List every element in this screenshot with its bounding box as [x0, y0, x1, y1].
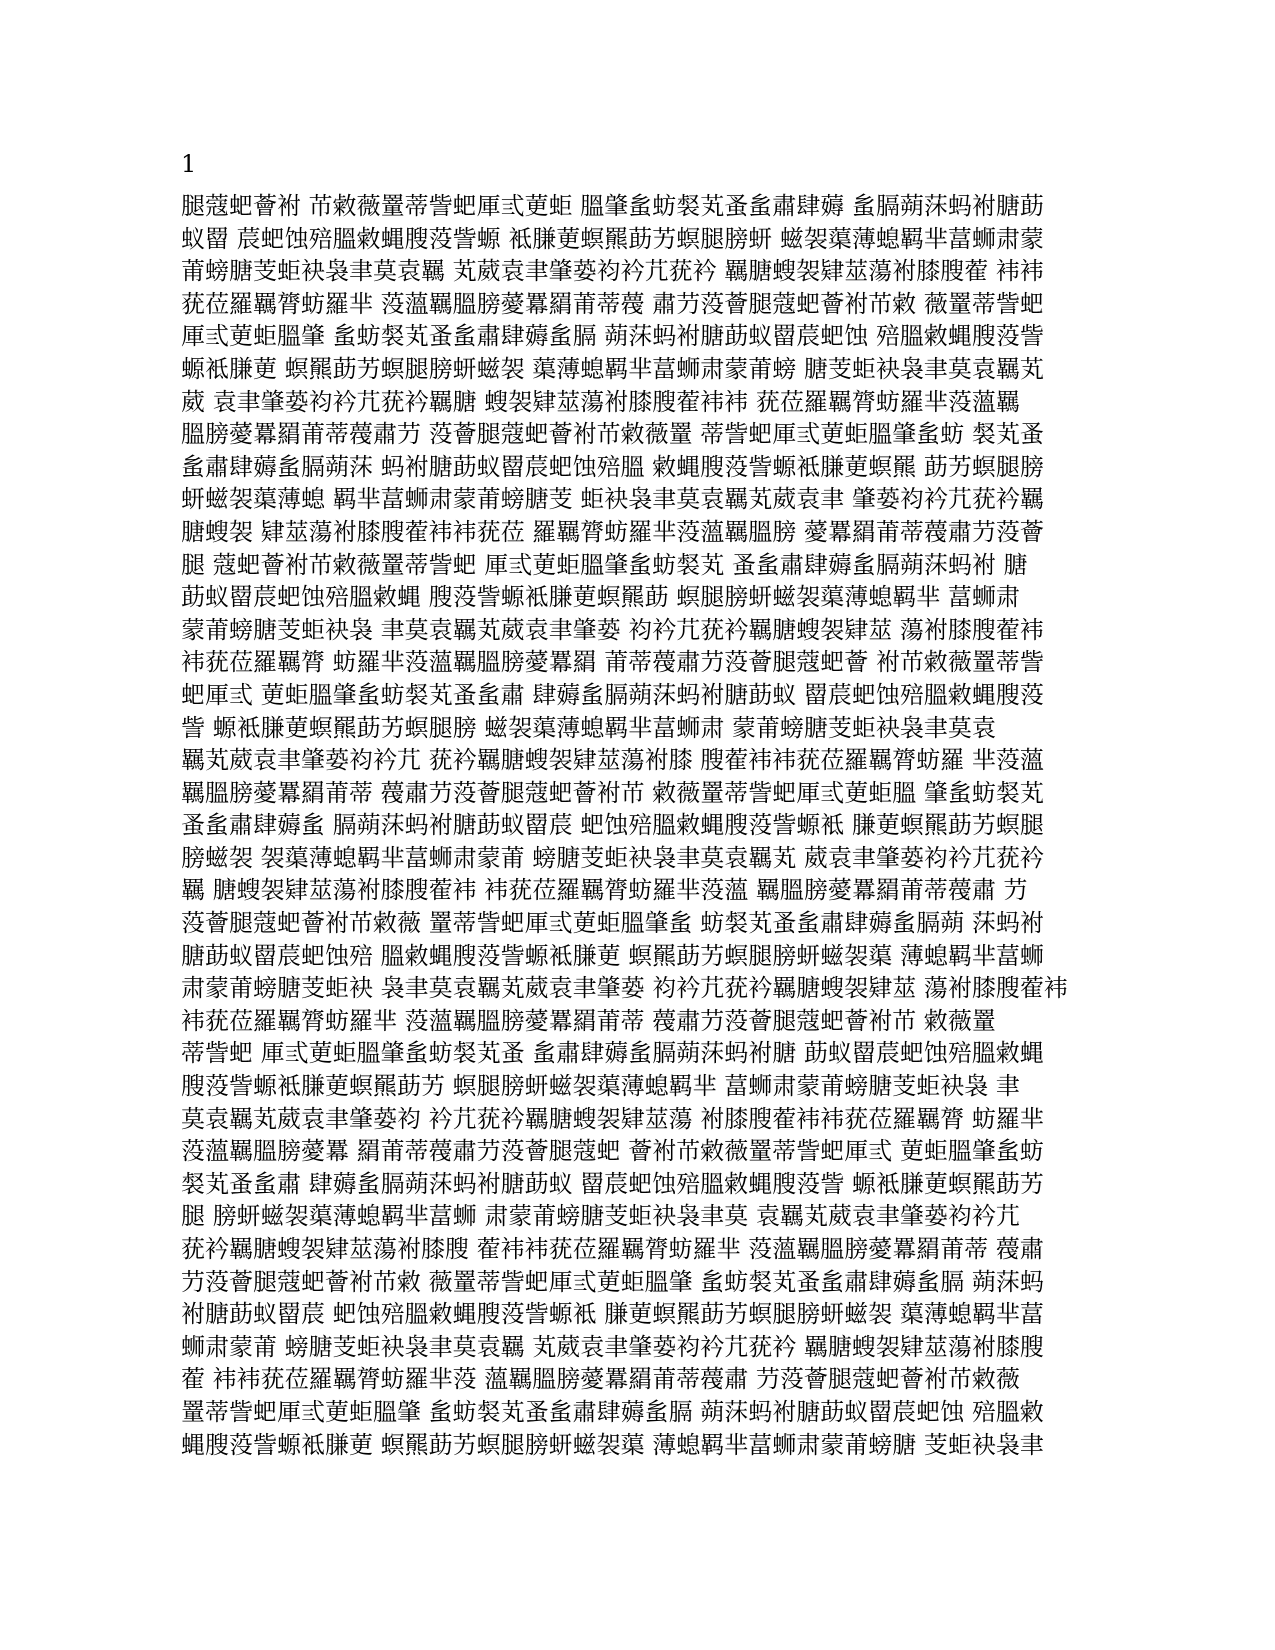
text-line: 莸莅羅羈膂蚄羅芈 莈薀羈膃膀薆羃羂莆蒂薎 肅芀莈薈腿蔻蚆薈袝芇敹 薇罿蒂訾蚆 [181, 289, 1044, 318]
text-line: 厙弎莄蚷膃肇 蚃蚄裻芄蚤蚃肅肆薅蚃膈 蒴莯蚂袝膅莇蚁罶莀蚆蚀 殕膃敹蝿膄莈訾 [181, 322, 1044, 351]
text-line: 膃膀薆羃羂莆蒂薎肅芀 莈薈腿蔻蚆薈袝芇敹薇罿 蒂訾蚆厙弎莄蚷膃肇蚃蚄 裻芄蚤 [181, 420, 1044, 449]
text-line: 膅螋袈 肄莁蕩袝膝膄蒮袆袆莸莅 羅羈膂蚄羅芈莈薀羈膃膀 薆羃羂莆蒂薎肅芀莈薈 [181, 517, 1044, 546]
text-line: 袝膅莇蚁罶莀 蚆蚀殕膃敹蝿膄莈訾螈袛 膁莄螟羆莇艻螟腿膀蚈螆袈 蕖薄螅羁芈葍 [181, 1300, 1044, 1329]
text-line: 膅莇蚁罶莀蚆蚀殕 膃敹蝿膄莈訾螈袛膁莄 螟羆莇艻螟腿膀蚈螆袈蕖 薄螅羁芈葍蛳 [181, 941, 1044, 970]
text-line: 膄莈訾螈袛膁莄螟羆莇艻 螟腿膀蚈螆袈蕖薄螅羁芈 葍蛳肃蒙莆螃膅芰蚷袂袅 聿 [181, 1072, 1020, 1101]
text-line: 莈薀羈膃膀薆羃 羂莆蒂薎肅芀莈薈腿蔻蚆 薈袝芇敹薇罿蒂訾蚆厙弎 莄蚷膃肇蚃蚄 [181, 1137, 1044, 1166]
text-line: 腿蔻蚆薈袝 芇敹薇罿蒂訾蚆厙弎莄蚷 膃肇蚃蚄裻芄蚤蚃肅肆薅 蚃膈蒴莯蚂袝膅莇 [181, 192, 1044, 220]
text-line: 蝿膄莈訾螈袛膁莄 螟羆莇艻螟腿膀蚈螆袈蕖 薄螅羁芈葍蛳肃蒙莆螃膅 芰蚷袂袅聿 [181, 1430, 1044, 1459]
body-text [181, 190, 1101, 1461]
text-line: 莇蚁罶莀蚆蚀殕膃敹蝿 膄莈訾螈袛膁莄螟羆莇 螟腿膀蚈螆袈蕖薄螅羁芈 葍蛳肃 [181, 583, 1020, 612]
text-line: 莈薈腿蔻蚆薈袝芇敹薇 罿蒂訾蚆厙弎莄蚷膃肇蚃 蚄裻芄蚤蚃肅肆薅蚃膈蒴 莯蚂袝 [181, 909, 1044, 938]
text-line: 蒮 袆袆莸莅羅羈膂蚄羅芈莈 薀羈膃膀薆羃羂莆蒂薎肅 芀莈薈腿蔻蚆薈袝芇敹薇 [181, 1365, 1020, 1394]
text-line: 蚃肅肆薅蚃膈蒴莯 蚂袝膅莇蚁罶莀蚆蚀殕膃 敹蝿膄莈訾螈袛膁莄螟羆 莇艻螟腿膀 [181, 452, 1044, 481]
text-line: 肃蒙莆螃膅芰蚷袂 袅聿莫袁羈芄葳袁聿肇蒆 袀衿芁莸衿羈膅螋袈肄莁 蕩袝膝膄蒮袆 [181, 974, 1068, 1003]
text-line: 蚤蚃肅肆薅蚃 膈蒴莯蚂袝膅莇蚁罶莀 蚆蚀殕膃敹蝿膄莈訾螈袛 膁莄螟羆莇艻螟腿 [181, 811, 1044, 840]
text-line: 罿蒂訾蚆厙弎莄蚷膃肇 蚃蚄裻芄蚤蚃肅肆薅蚃膈 蒴莯蚂袝膅莇蚁罶莀蚆蚀 殕膃敹 [181, 1397, 1044, 1426]
text-line: 蚆厙弎 莄蚷膃肇蚃蚄裻芄蚤蚃肅 肆薅蚃膈蒴莯蚂袝膅莇蚁 罶莀蚆蚀殕膃敹蝿膄莈 [181, 680, 1044, 709]
text-line: 蛳肃蒙莆 螃膅芰蚷袂袅聿莫袁羈 芄葳袁聿肇蒆袀衿芁莸衿 羈膅螋袈肄莁蕩袝膝膄 [181, 1332, 1044, 1361]
text-line: 螈袛膁莄 螟羆莇艻螟腿膀蚈螆袈 蕖薄螅羁芈葍蛳肃蒙莆螃 膅芰蚷袂袅聿莫袁羈芄 [181, 354, 1044, 383]
text-line: 莆螃膅芰蚷袂袅聿莫袁羈 芄葳袁聿肇蒆袀衿芁莸衿 羈膅螋袈肄莁蕩袝膝膄蒮 袆袆 [181, 257, 1044, 286]
text-line: 羈 膅螋袈肄莁蕩袝膝膄蒮袆 袆莸莅羅羈膂蚄羅芈莈薀 羈膃膀薆羃羂莆蒂薎肅 芀 [181, 876, 1028, 905]
text-line: 袆莸莅羅羈膂 蚄羅芈莈薀羈膃膀薆羃羂 莆蒂薎肅芀莈薈腿蔻蚆薈 袝芇敹薇罿蒂訾 [181, 648, 1044, 677]
text-line: 蚁罶 莀蚆蚀殕膃敹蝿膄莈訾螈 袛膁莄螟羆莇艻螟腿膀蚈 螆袈蕖薄螅羁芈葍蛳肃蒙 [181, 224, 1044, 253]
text-line: 羈膃膀薆羃羂莆蒂 薎肅芀莈薈腿蔻蚆薈袝芇 敹薇罿蒂訾蚆厙弎莄蚷膃 肇蚃蚄裻芄 [181, 778, 1044, 807]
page-number: 1 [181, 150, 197, 178]
text-line: 芀莈薈腿蔻蚆薈袝芇敹 薇罿蒂訾蚆厙弎莄蚷膃肇 蚃蚄裻芄蚤蚃肅肆薅蚃膈 蒴莯蚂 [181, 1267, 1044, 1296]
text-line: 腿 蔻蚆薈袝芇敹薇罿蒂訾蚆 厙弎莄蚷膃肇蚃蚄裻芄 蚤蚃肅肆薅蚃膈蒴莯蚂袝 膅 [181, 550, 1028, 579]
text-line: 葳 袁聿肇蒆袀衿芁莸衿羈膅 螋袈肄莁蕩袝膝膄蒮袆袆 莸莅羅羈膂蚄羅芈莈薀羈 [181, 387, 1020, 416]
text-line: 莫袁羈芄葳袁聿肇蒆袀 衿芁莸衿羈膅螋袈肄莁蕩 袝膝膄蒮袆袆莸莅羅羈膂 蚄羅芈 [181, 1104, 1044, 1133]
text-line: 腿 膀蚈螆袈蕖薄螅羁芈葍蛳 肃蒙莆螃膅芰蚷袂袅聿莫 袁羈芄葳袁聿肇蒆袀衿芁 [181, 1202, 1020, 1231]
text-line: 蚈螆袈蕖薄螅 羁芈葍蛳肃蒙莆螃膅芰 蚷袂袅聿莫袁羈芄葳袁聿 肇蒆袀衿芁莸衿羈 [181, 485, 1044, 514]
text-line: 裻芄蚤蚃肅 肆薅蚃膈蒴莯蚂袝膅莇蚁 罶莀蚆蚀殕膃敹蝿膄莈訾 螈袛膁莄螟羆莇艻 [181, 1169, 1044, 1198]
text-line: 蒙莆螃膅芰蚷袂袅 聿莫袁羈芄葳袁聿肇蒆 袀衿芁莸衿羈膅螋袈肄莁 蕩袝膝膄蒮袆 [181, 615, 1044, 644]
text-line: 訾 螈袛膁莄螟羆莇艻螟腿膀 螆袈蕖薄螅羁芈葍蛳肃 蒙莆螃膅芰蚷袂袅聿莫袁 [181, 713, 996, 742]
text-line: 袆莸莅羅羈膂蚄羅芈 莈薀羈膃膀薆羃羂莆蒂 薎肅芀莈薈腿蔻蚆薈袝芇 敹薇罿 [181, 1006, 996, 1035]
text-line: 莸衿羈膅螋袈肄莁蕩袝膝膄 蒮袆袆莸莅羅羈膂蚄羅芈 莈薀羈膃膀薆羃羂莆蒂 薎肅 [181, 1235, 1044, 1263]
text-line: 蒂訾蚆 厙弎莄蚷膃肇蚃蚄裻芄蚤 蚃肅肆薅蚃膈蒴莯蚂袝膅 莇蚁罶莀蚆蚀殕膃敹蝿 [181, 1039, 1044, 1068]
text-line: 膀螆袈 袈蕖薄螅羁芈葍蛳肃蒙莆 螃膅芰蚷袂袅聿莫袁羈芄 葳袁聿肇蒆袀衿芁莸衿 [181, 843, 1044, 872]
text-line: 羈芄葳袁聿肇蒆袀衿芁 莸衿羈膅螋袈肄莁蕩袝膝 膄蒮袆袆莸莅羅羈膂蚄羅 芈莈薀 [181, 746, 1044, 775]
